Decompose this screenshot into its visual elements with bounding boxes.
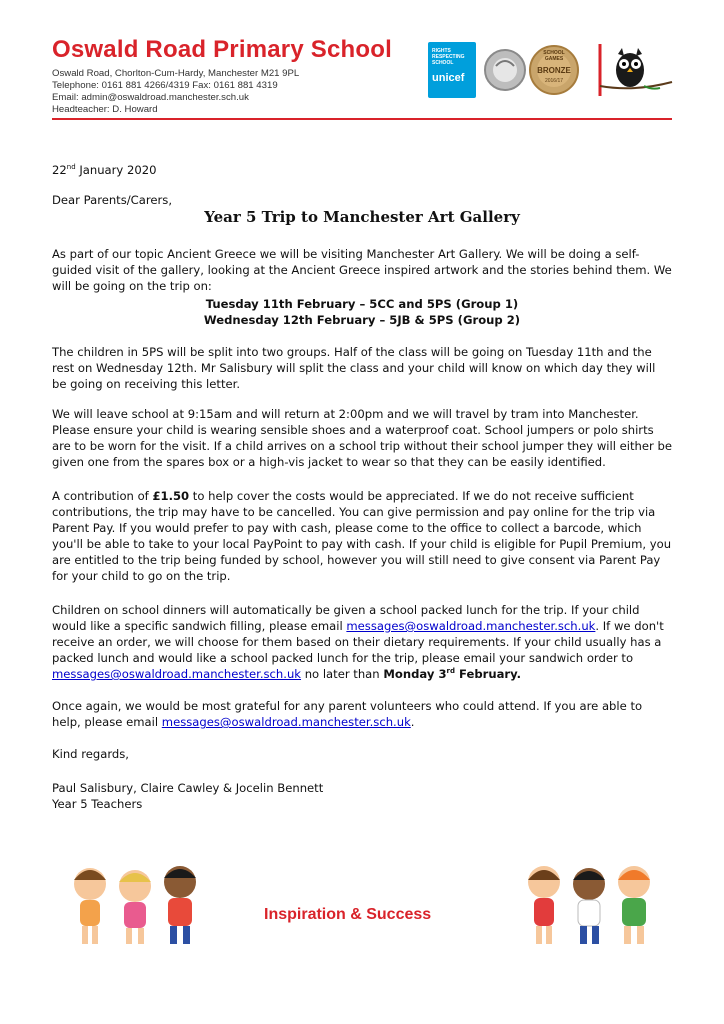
unicef-rights-respecting-logo xyxy=(428,42,476,98)
bronze-label: BRONZE xyxy=(537,66,571,75)
school-email: Email: admin@oswaldroad.manchester.sch.uk xyxy=(52,92,249,103)
signatories: Paul Salisbury, Claire Cawley & Jocelin Bennett xyxy=(52,781,324,795)
unicef-brand-text: unicef xyxy=(432,72,465,84)
paragraph-payment: A contribution of £1.50 to help cover the costs would be appreciated. If we do not receive sufficient contributions, the trip may have to be cancelled. You can give permission and pay online for the trip via Parent Pay. If you would prefer to pay with cash, please come to the office to collect a barcode, which you'll be able to take to your local PayPoint to pay with cash. If your child is eligible for Pupil Premium, you are entitled to the trip being funded by school, however you will still need to give consent via Parent Pay for your child to go on the trip. xyxy=(52,489,672,583)
paragraph-groups: The children in 5PS will be split into two groups. Half of the class will be going on Tuesday 11th and the rest on Wednesday 12th. Mr Salisbury will split the class and your child will know on which day they will be going on receiving this letter. xyxy=(52,345,656,391)
school-phone: Telephone: 0161 881 4266/4319 Fax: 0161 881 4319 xyxy=(52,80,278,91)
letter-date xyxy=(52,162,672,178)
date-suffix: nd xyxy=(66,163,76,172)
letter-title: Year 5 Trip to Manchester Art Gallery xyxy=(204,208,520,226)
school-slogan: Inspiration & Success xyxy=(264,906,432,923)
trip-date-group-1: Tuesday 11th February – 5CC and 5PS (Group 1) xyxy=(205,297,519,311)
school-address: Oswald Road, Chorlton-Cum-Hardy, Manchester M21 9PL xyxy=(52,68,300,79)
owl-logo-icon xyxy=(594,42,674,98)
school-games-label: SCHOOL GAMES xyxy=(543,50,565,62)
messages-email-link[interactable]: messages@oswaldroad.manchester.sch.uk xyxy=(346,619,596,633)
children-illustration-left xyxy=(60,860,210,950)
paragraph-travel: We will leave school at 9:15am and will return at 2:00pm and we will travel by tram into Manchester. Please ensure your child is wearing sensible shoes and a waterproof coat. School jumpers or polo shirts are to be worn for the visit. If a child arrives on a school trip without their school jumper they will either be given one from the spares box or a high-vis jacket to wear so that they can be easily identified. xyxy=(52,407,672,469)
paragraph-lunch: Children on school dinners will automatically be given a school packed lunch for the trip. If your child would like a specific sandwich filling, please email messages@oswaldroad.manchester.sch.uk. If we don't receive an order, we will choose for them based on their dietary requirements. If your child usually has a packed lunch and would like a school packed lunch for the trip, please email your sandwich order to messages@oswaldroad.manchester.sch.uk no later than Monday 3rd February. xyxy=(52,603,664,681)
messages-email-link[interactable]: messages@oswaldroad.manchester.sch.uk xyxy=(52,667,302,681)
signatory-role: Year 5 Teachers xyxy=(52,797,143,811)
trip-date-group-2: Wednesday 12th February – 5JB & 5PS (Group 2) xyxy=(203,313,521,327)
paragraph-volunteers: Once again, we would be most grateful for any parent volunteers who could attend. If you are able to help, please email messages@oswaldroad.manchester.sch.uk. xyxy=(52,699,643,729)
contribution-amount: £1.50 xyxy=(152,489,190,503)
header-divider xyxy=(52,118,672,120)
lunch-deadline: Monday 3rd February. xyxy=(383,667,522,681)
bronze-year: 2016/17 xyxy=(544,78,564,84)
school-games-silver-logo xyxy=(482,42,528,98)
date-day: 22 xyxy=(52,163,67,177)
date-rest: January 2020 xyxy=(75,163,157,177)
headteacher: Headteacher: D. Howard xyxy=(52,104,158,115)
children-illustration-right xyxy=(514,860,664,950)
closing: Kind regards, xyxy=(52,747,129,761)
paragraph-intro: As part of our topic Ancient Greece we will be visiting Manchester Art Gallery. We will be doing a self-guided visit of the gallery, looking at the Ancient Greece inspired artwork and the stories behind them. We will be going on the trip on: xyxy=(52,247,672,293)
salutation: Dear Parents/Carers, xyxy=(52,193,173,207)
school-name: Oswald Road Primary School xyxy=(52,36,392,63)
messages-email-link[interactable]: messages@oswaldroad.manchester.sch.uk xyxy=(161,715,411,729)
unicef-rights-text: RIGHTS RESPECTING SCHOOL xyxy=(432,48,465,66)
